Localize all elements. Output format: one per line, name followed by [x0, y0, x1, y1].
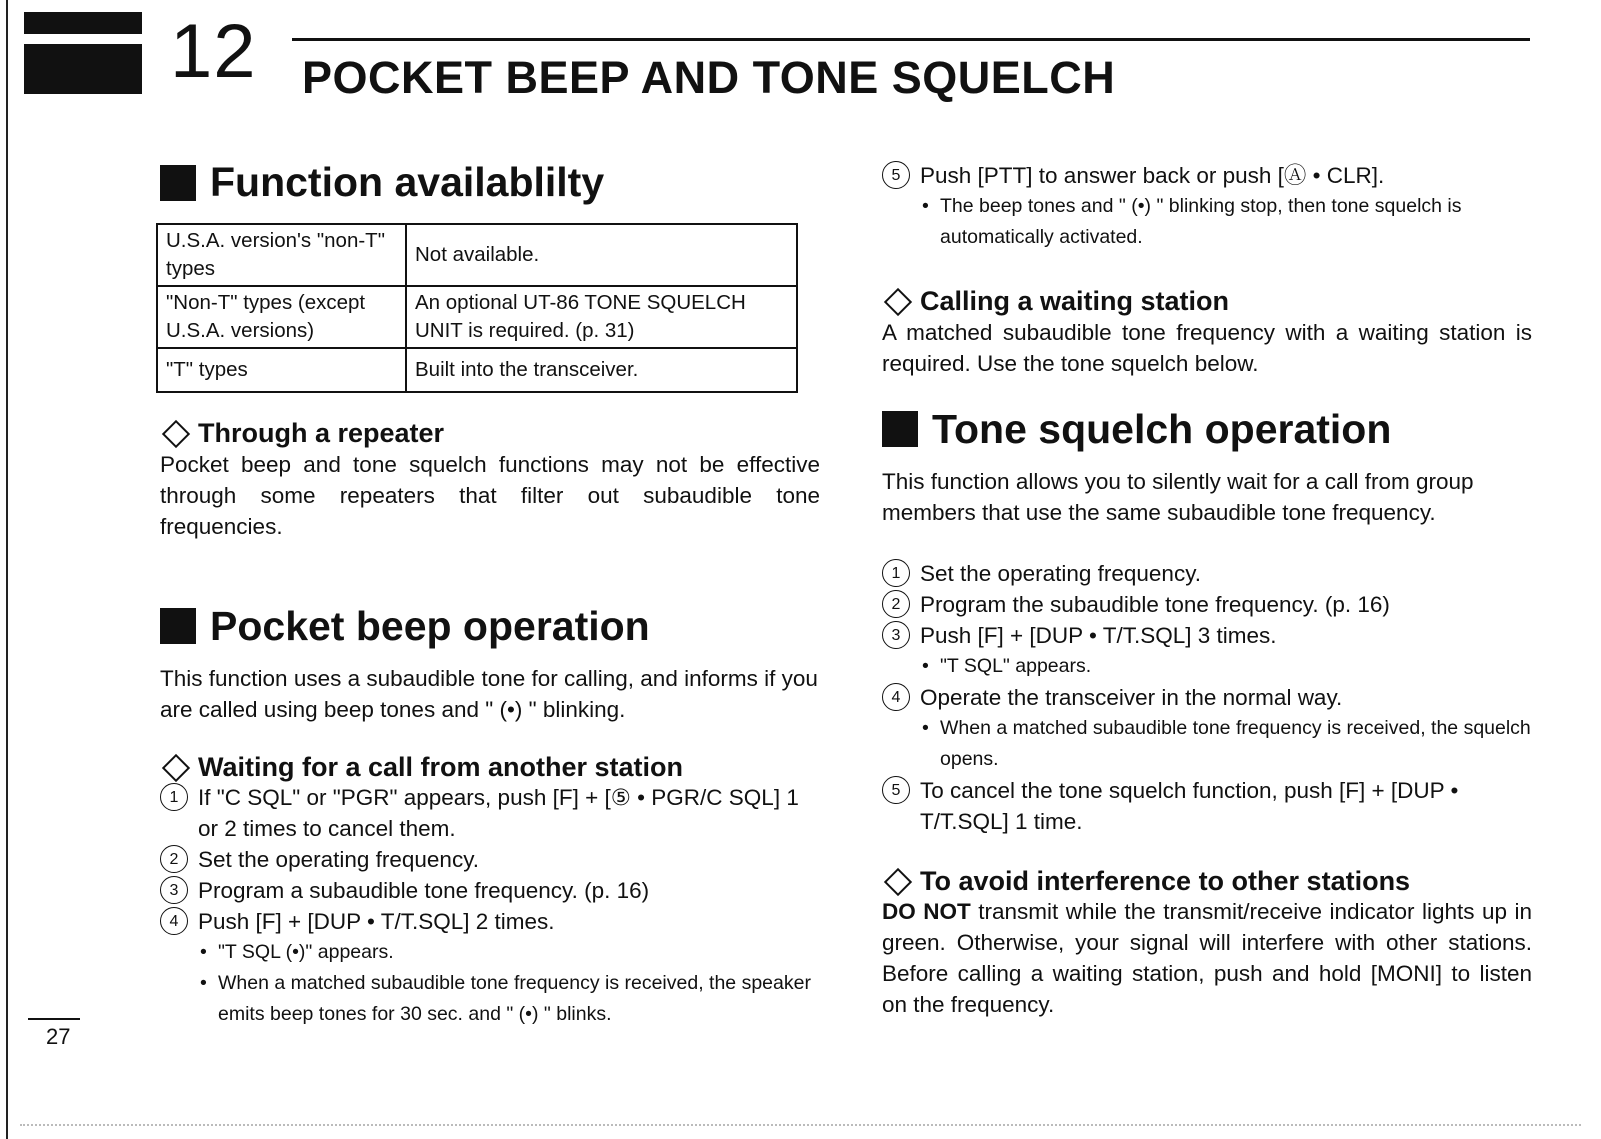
list-item — [882, 191, 1532, 253]
bullet-text: When a matched subaudible tone frequency is received, the squelch opens. — [940, 716, 1531, 770]
list-item — [882, 160, 1532, 191]
page-number: 27 — [46, 1024, 71, 1049]
table-cell-type: "Non-T" types (except U.S.A. versions) — [157, 286, 406, 348]
list-item — [160, 782, 820, 844]
step-text: Push [F] + [DUP • T/T.SQL] 2 times. — [198, 909, 555, 935]
list-item — [160, 875, 820, 906]
pocket-beep-text: This function uses a subaudible tone for calling, and informs if you are called using beep tones and " (•) " blinking. — [160, 665, 818, 722]
list-item — [882, 682, 1532, 713]
section-square-icon — [882, 411, 918, 447]
chapter-number: 12 — [170, 9, 257, 94]
bullet-text: "T SQL" appears. — [940, 654, 1092, 677]
chapter-title: POCKET BEEP AND TONE SQUELCH — [302, 52, 1116, 103]
bullet-text: "T SQL (•)" appears. — [218, 941, 394, 964]
left-column — [160, 159, 820, 1030]
step-text: Set the operating frequency. — [920, 560, 1202, 586]
table-row — [157, 348, 797, 392]
waiting-heading: Waiting for a call from another station — [160, 753, 820, 783]
right-column — [882, 160, 1532, 1020]
tone-squelch-heading: Tone squelch operation — [882, 409, 1532, 450]
step-text: Push [F] + [DUP • T/T.SQL] 3 times. — [920, 622, 1277, 648]
table-row — [157, 286, 797, 348]
bullet-icon: • — [922, 195, 929, 217]
calling-heading: Calling a waiting station — [882, 287, 1532, 317]
list-item — [160, 937, 820, 968]
chapter-rule — [292, 38, 1530, 41]
step-number: 3 — [160, 876, 188, 904]
step-text: Push [PTT] to answer back or push [Ⓐ • CLR]. — [920, 163, 1385, 188]
step-text: Set the operating frequency. — [198, 847, 480, 873]
diamond-icon — [162, 753, 190, 781]
step-number: 4 — [160, 907, 188, 935]
list-item — [882, 775, 1532, 837]
step-number: 2 — [882, 590, 910, 618]
step-number: 5 — [882, 161, 910, 189]
step-text: To cancel the tone squelch function, push [F] + [DUP • T/T.SQL] 1 time. — [920, 777, 1459, 834]
avoid-interference-body: transmit while the transmit/receive indicator lights up in green. Otherwise, your signal will interfere with other stations. Before calling a waiting station, push and hold [MONI] to listen on the frequency. — [882, 899, 1532, 1018]
step-number: 1 — [882, 559, 910, 587]
do-not-emphasis: DO NOT — [882, 899, 971, 925]
diamond-icon — [162, 420, 190, 448]
calling-text: A matched subaudible tone frequency with a waiting station is required. Use the tone squelch below. — [882, 319, 1532, 376]
list-item — [160, 968, 820, 1030]
chapter-bar-top — [24, 12, 142, 34]
tone-squelch-text: This function allows you to silently wait for a call from group members that use the same subaudible tone frequency. — [882, 468, 1474, 525]
step-number: 2 — [160, 845, 188, 873]
page-edge-rule — [6, 0, 8, 1139]
list-item — [160, 906, 820, 937]
list-item — [882, 589, 1532, 620]
bullet-icon: • — [200, 972, 207, 995]
section-square-icon — [160, 165, 196, 201]
list-item — [160, 844, 820, 875]
bullet-icon: • — [922, 654, 929, 677]
section-square-icon — [160, 608, 196, 644]
table-row — [157, 224, 797, 286]
step-number: 4 — [882, 683, 910, 711]
step-number: 3 — [882, 621, 910, 649]
availability-table — [156, 223, 798, 393]
bullet-icon: • — [922, 716, 929, 739]
list-item — [882, 651, 1532, 682]
list-item — [882, 620, 1532, 651]
diamond-icon — [884, 288, 912, 316]
through-repeater-heading: Through a repeater — [160, 419, 820, 449]
avoid-interference-heading: To avoid interference to other stations — [882, 867, 1532, 897]
function-availability-heading: Function availablilty — [160, 162, 820, 203]
bullet-text: The beep tones and " (•) " blinking stop, then tone squelch is automatically activated. — [940, 195, 1462, 248]
list-item — [882, 558, 1532, 589]
chapter-bar-bottom — [24, 44, 142, 94]
page-number-rule — [28, 1018, 80, 1020]
step-text: If "C SQL" or "PGR" appears, push [F] + [⑤ • PGR/C SQL] 1 or 2 times to cancel them. — [198, 785, 799, 842]
step-number: 5 — [882, 776, 910, 804]
diamond-icon — [884, 867, 912, 895]
step-text: Program the subaudible tone frequency. (p. 16) — [920, 591, 1390, 617]
step-number: 1 — [160, 783, 188, 811]
through-repeater-text: Pocket beep and tone squelch functions may not be effective through some repeaters that filter out subaudible tone frequencies. — [160, 451, 820, 539]
table-cell-type: U.S.A. version's "non-T" types — [157, 224, 406, 286]
step-text: Program a subaudible tone frequency. (p. 16) — [198, 878, 650, 904]
pocket-beep-heading: Pocket beep operation — [160, 606, 820, 647]
bottom-dotted-line — [20, 1124, 1581, 1126]
list-item — [882, 713, 1532, 775]
table-cell-status: An optional UT-86 TONE SQUELCH UNIT is required. (p. 31) — [406, 286, 797, 348]
table-cell-status: Not available. — [406, 224, 797, 286]
step-text: Operate the transceiver in the normal way. — [920, 684, 1343, 710]
table-cell-type: "T" types — [157, 348, 406, 392]
bullet-icon: • — [200, 941, 207, 964]
bullet-text: When a matched subaudible tone frequency is received, the speaker emits beep tones for 30 sec. and " (•) " blinks. — [218, 972, 811, 1026]
avoid-interference-text — [882, 896, 1532, 1020]
table-cell-status: Built into the transceiver. — [406, 348, 797, 392]
